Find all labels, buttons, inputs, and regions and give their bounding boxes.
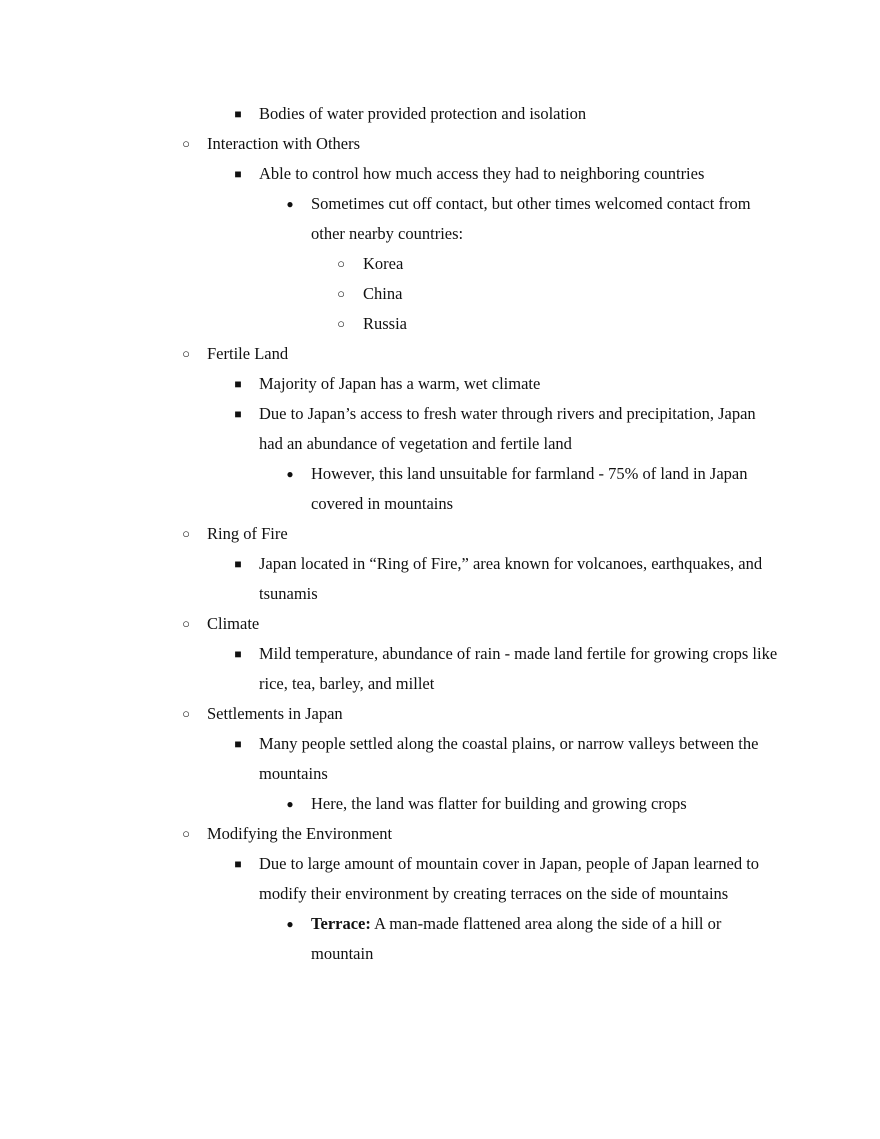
hollow-bullet-icon: ○: [182, 136, 190, 151]
term-definition: A man-made flattened area along the side of a hill or mountain: [311, 914, 722, 963]
outline-item-text: Modifying the Environment: [207, 824, 393, 843]
outline-item-level-2: [0, 609, 880, 639]
outline-item-level-2: [0, 699, 880, 729]
outline-item-level-5: [0, 279, 880, 309]
outline-item-level-3: [0, 549, 880, 609]
outline-item-text: Here, the land was flatter for building and growing crops: [311, 794, 687, 813]
outline-item-text: Bodies of water provided protection and isolation: [259, 104, 587, 123]
dot-bullet-icon: ●: [286, 467, 294, 481]
outline-item-text: Ring of Fire: [207, 524, 288, 543]
outline-item-level-4: [0, 189, 880, 249]
outline-item-text: Fertile Land: [207, 344, 289, 363]
hollow-bullet-icon: ○: [182, 346, 190, 361]
outline-item-level-2: [0, 129, 880, 159]
hollow-bullet-icon: ○: [182, 706, 190, 721]
outline-item-text: Majority of Japan has a warm, wet climate: [259, 374, 541, 393]
hollow-bullet-icon: ○: [182, 826, 190, 841]
outline-item-level-5: [0, 309, 880, 339]
hollow-bullet-icon: ○: [337, 316, 345, 331]
outline-item-level-2: [0, 819, 880, 849]
dot-bullet-icon: ●: [286, 197, 294, 211]
outline-item-text: However, this land unsuitable for farmland - 75% of land in Japan covered in mountains: [311, 464, 748, 513]
hollow-bullet-icon: ○: [182, 526, 190, 541]
dot-bullet-icon: ●: [286, 917, 294, 931]
outline-item-level-3: [0, 849, 880, 909]
square-bullet-icon: ■: [234, 167, 242, 181]
outline-item-level-2: [0, 519, 880, 549]
outline-item-level-4: [0, 909, 880, 969]
outline-item-text: China: [363, 284, 403, 303]
outline-item-text: Sometimes cut off contact, but other times welcomed contact from other nearby countries:: [311, 194, 751, 243]
outline-item-level-3: [0, 99, 880, 129]
hollow-bullet-icon: ○: [182, 616, 190, 631]
outline-item-text: Interaction with Others: [207, 134, 361, 153]
square-bullet-icon: ■: [234, 857, 242, 871]
outline-item-level-4: [0, 459, 880, 519]
outline-item-text: Due to large amount of mountain cover in Japan, people of Japan learned to modify their environment by creating terraces on the side of mountains: [259, 854, 760, 903]
outline-item-text: Settlements in Japan: [207, 704, 343, 723]
outline-item-level-3: [0, 159, 880, 189]
outline-item-text: Korea: [363, 254, 404, 273]
outline-item-text: Mild temperature, abundance of rain - made land fertile for growing crops like rice, tea, barley, and millet: [259, 644, 778, 693]
term-label: Terrace:: [311, 914, 371, 933]
outline-item-text: Able to control how much access they had to neighboring countries: [259, 164, 705, 183]
outline-item-level-3: [0, 729, 880, 789]
square-bullet-icon: ■: [234, 737, 242, 751]
outline-item-text: Climate: [207, 614, 260, 633]
hollow-bullet-icon: ○: [337, 286, 345, 301]
outline-item-level-2: [0, 339, 880, 369]
outline-item-level-4: [0, 789, 880, 819]
dot-bullet-icon: ●: [286, 797, 294, 811]
outline-item-level-3: [0, 399, 880, 459]
outline-item-text: Russia: [363, 314, 408, 333]
square-bullet-icon: ■: [234, 407, 242, 421]
outline-item-text: Due to Japan’s access to fresh water through rivers and precipitation, Japan had an abundance of vegetation and fertile land: [259, 404, 756, 453]
hollow-bullet-icon: ○: [337, 256, 345, 271]
outline-item-text: Japan located in “Ring of Fire,” area known for volcanoes, earthquakes, and tsunamis: [259, 554, 763, 603]
square-bullet-icon: ■: [234, 107, 242, 121]
bulleted-outline: [0, 99, 880, 969]
outline-item-level-3: [0, 369, 880, 399]
square-bullet-icon: ■: [234, 647, 242, 661]
outline-item-level-5: [0, 249, 880, 279]
square-bullet-icon: ■: [234, 377, 242, 391]
outline-item-text: Many people settled along the coastal plains, or narrow valleys between the mountains: [259, 734, 759, 783]
square-bullet-icon: ■: [234, 557, 242, 571]
outline-item-text: [311, 909, 781, 969]
outline-item-level-3: [0, 639, 880, 699]
